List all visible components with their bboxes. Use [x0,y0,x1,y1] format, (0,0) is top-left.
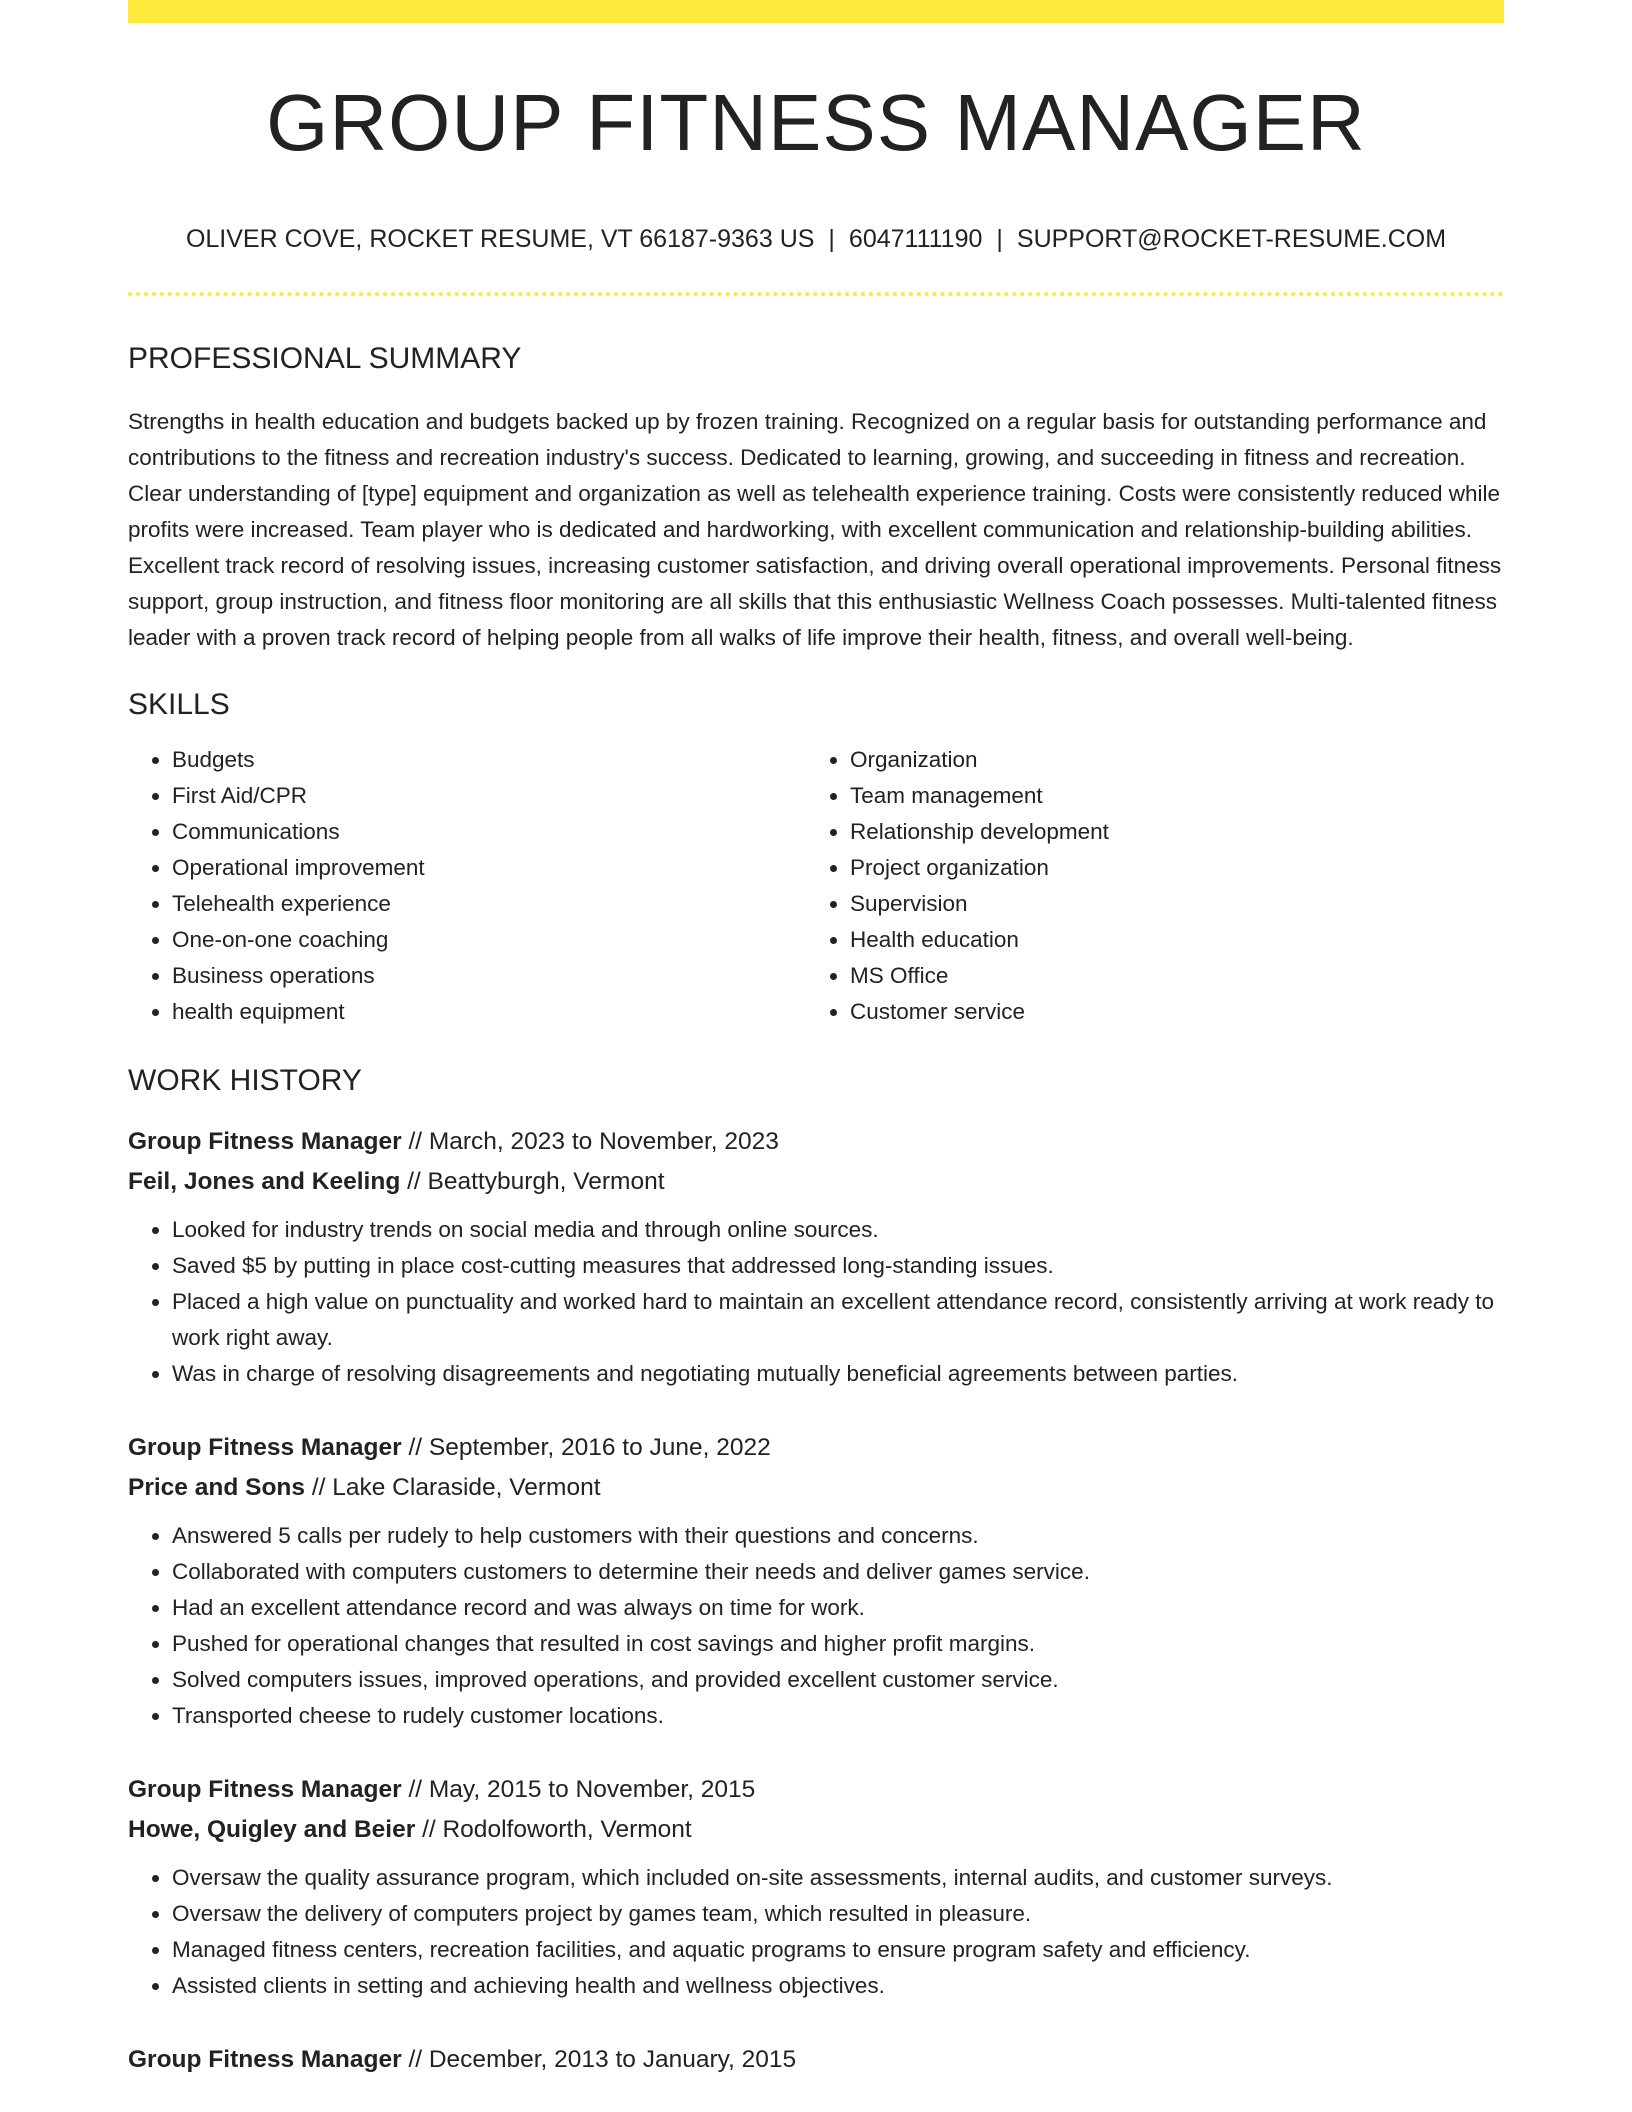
skills-heading: SKILLS [128,688,230,721]
job-title-line [128,1428,1504,1468]
skill-item: • Health education [850,922,1484,958]
job-location: // Beattyburgh, Vermont [400,1168,665,1195]
resume-page [128,0,1504,2080]
job-location: // Rodolfoworth, Vermont [415,1816,692,1843]
accent-top-bar [128,0,1504,23]
skill-item: • One-on-one coaching [172,922,806,958]
summary-paragraph: Strengths in health education and budgets backed up by frozen training. Recognized on a regular basis for outstanding performance and contributions to the fitness and recreation industry's success. Dedicated to learning, growing, and succeeding in fitness and recreation. Clear understanding of [type] equipment and organization as well as telehealth experience training. Costs were consistently reduced while profits were increased. Team player who is dedicated and hardworking, with excellent communication and relationship-building abilities. Excellent track record of resolving issues, increasing customer satisfaction, and driving overall operational improvements. Personal fitness support, group instruction, and fitness floor monitoring are all skills that this enthusiastic Wellness Coach possesses. Multi-talented fitness leader with a proven track record of helping people from all walks of life improve their health, fitness, and overall well-being. [128,409,1502,650]
contact-email: SUPPORT@ROCKET-RESUME.COM [1016,225,1447,253]
job-entry [128,2040,1504,2080]
resume-title: GROUP FITNESS MANAGER [266,78,1366,167]
job-bullet: • Assisted clients in setting and achieving health and wellness objectives. [172,1968,1504,2004]
skills-list [128,742,1504,1030]
contact-line [128,227,1504,252]
skill-item: • MS Office [850,958,1484,994]
job-dates: // March, 2023 to November, 2023 [401,1128,779,1155]
job-title-line [128,1122,1504,1162]
job-title-line [128,1770,1504,1810]
skills-column-left [128,742,806,1030]
skill-item: • Project organization [850,850,1484,886]
skill-item: • Customer service [850,994,1484,1030]
job-dates: // September, 2016 to June, 2022 [401,1434,771,1461]
job-dates: // May, 2015 to November, 2015 [401,1776,756,1803]
dotted-divider [128,292,1504,296]
skill-item: • Organization [850,742,1484,778]
skill-item: • health equipment [172,994,806,1030]
job-bullet: • Solved computers issues, improved operations, and provided excellent customer service. [172,1662,1504,1698]
job-title-line [128,2040,1504,2080]
job-bullet: • Oversaw the quality assurance program, which included on-site assessments, internal audits, and customer surveys. [172,1860,1504,1896]
job-bullets [128,1518,1504,1734]
contact-separator: | [828,225,835,253]
job-bullet: • Transported cheese to rudely customer locations. [172,1698,1504,1734]
job-company: Howe, Quigley and Beier [128,1816,416,1843]
job-company-line [128,1162,1504,1202]
job-location: // Lake Claraside, Vermont [305,1474,601,1501]
job-bullet: • Saved $5 by putting in place cost-cutting measures that addressed long-standing issues. [172,1248,1504,1284]
job-entry [128,1122,1504,1392]
skill-item: • Supervision [850,886,1484,922]
skill-item: • Business operations [172,958,806,994]
skill-item: • Budgets [172,742,806,778]
job-company-line [128,1810,1504,1850]
job-bullet: • Pushed for operational changes that resulted in cost savings and higher profit margins. [172,1626,1504,1662]
skills-column-right [806,742,1484,1030]
job-company-line [128,1468,1504,1508]
contact-address: OLIVER COVE, ROCKET RESUME, VT 66187-9363 US [185,225,815,253]
contact-phone: 6047111190 [848,225,983,253]
job-company: Price and Sons [128,1474,306,1501]
contact-separator: | [996,225,1003,253]
job-bullet: • Looked for industry trends on social media and through online sources. [172,1212,1504,1248]
skill-item: • Team management [850,778,1484,814]
job-bullet: • Was in charge of resolving disagreements and negotiating mutually beneficial agreements between parties. [172,1356,1504,1392]
job-company: Feil, Jones and Keeling [128,1168,401,1195]
job-role: Group Fitness Manager [128,1776,402,1803]
job-bullet: • Managed fitness centers, recreation facilities, and aquatic programs to ensure program safety and efficiency. [172,1932,1504,1968]
job-bullet: • Answered 5 calls per rudely to help customers with their questions and concerns. [172,1518,1504,1554]
summary-heading: PROFESSIONAL SUMMARY [128,342,522,375]
job-dates: // December, 2013 to January, 2015 [401,2046,797,2073]
skill-item: • Communications [172,814,806,850]
skill-item: • Telehealth experience [172,886,806,922]
job-bullet: • Oversaw the delivery of computers project by games team, which resulted in pleasure. [172,1896,1504,1932]
job-entry [128,1428,1504,1734]
job-role: Group Fitness Manager [128,2046,402,2073]
job-role: Group Fitness Manager [128,1434,402,1461]
job-bullets [128,1860,1504,2004]
job-bullet: • Placed a high value on punctuality and worked hard to maintain an excellent attendance record, consistently arriving at work ready to work right away. [172,1284,1504,1356]
job-bullets [128,1212,1504,1392]
skill-item: • Relationship development [850,814,1484,850]
job-role: Group Fitness Manager [128,1128,402,1155]
skill-item: • Operational improvement [172,850,806,886]
skill-item: • First Aid/CPR [172,778,806,814]
job-bullet: • Had an excellent attendance record and was always on time for work. [172,1590,1504,1626]
work-history-heading: WORK HISTORY [128,1064,362,1097]
job-entry [128,1770,1504,2004]
job-bullet: • Collaborated with computers customers to determine their needs and deliver games service. [172,1554,1504,1590]
